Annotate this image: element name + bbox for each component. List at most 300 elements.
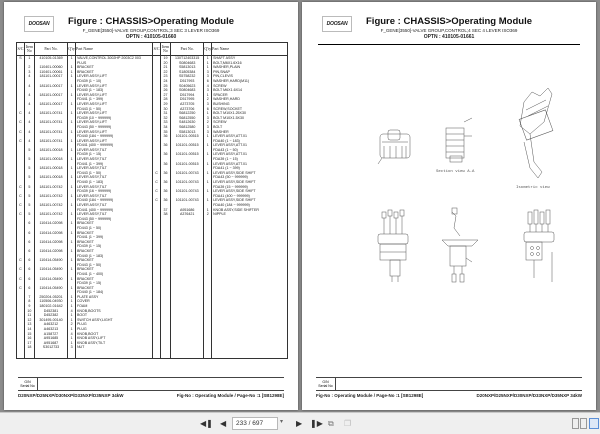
cell-name: FD443 (50 ~ 999999) (75, 125, 152, 130)
cell-item: 17 (24, 341, 34, 346)
cell-name: WASHER,PLAIN (212, 65, 288, 70)
fig-page-no: Fig-No : Operating Module / Page-No :1 [SB1298E] (316, 393, 424, 398)
cell-qty: 1 (68, 341, 76, 346)
page-footer (18, 377, 284, 398)
col-qty-2: Q'ty (204, 43, 212, 56)
cell-name: FD440 (1 ~ 183) (75, 254, 152, 259)
cell-name: LEVER ASSY,TILT (75, 175, 152, 180)
cell-pn: S6812580 (170, 125, 203, 130)
cell-name: BRACKET (75, 277, 152, 282)
cell-name: COVER (75, 299, 152, 304)
cell-pn: 101101-00743 (170, 171, 203, 176)
cell-pn: 101101-00515 (170, 143, 203, 148)
cell-name: LEVER ASSY,ATT.01 (212, 152, 288, 157)
copy-pages-icon[interactable]: ⧉ (328, 419, 334, 428)
cell-item: 36 (161, 152, 171, 157)
serial-box (18, 377, 284, 391)
cell-item: 34 (161, 125, 171, 130)
cell-qty: 3 (204, 88, 212, 93)
cell-name: BRACKET (75, 70, 152, 75)
cell-qty: 1 (68, 240, 76, 245)
cell-name: KNOB,BOOT (75, 332, 152, 337)
last-page-button[interactable]: ❚▶ (310, 419, 323, 428)
cell-name: WASHER (212, 130, 288, 135)
cell-sc: C (17, 185, 25, 190)
two-page-view-button[interactable] (589, 418, 599, 429)
cell-name: BRACKET (75, 240, 152, 245)
cell-sc: C (153, 198, 161, 203)
fig-page-no: Fig-No : Operating Module / Page-No :1 [SB1298E] (176, 393, 284, 398)
cell-name: FD443 (50 ~ 999999) (75, 217, 152, 222)
cell-item: 10 (24, 309, 34, 314)
cell-name: SHAFT ASSY (212, 56, 288, 61)
cell-name: SCREW (212, 84, 288, 89)
cell-pn: D452381 (34, 309, 67, 314)
cell-name: LEVER ASSY,SIDE SHIFT (212, 171, 288, 176)
valve-rear-assembly-icon (524, 210, 554, 282)
model-list: D20NXP/D25NXP/D30NXP/D33NXP/D35NXP 34kW (476, 393, 582, 398)
cell-name: BOOT (75, 313, 152, 318)
next-page-button[interactable]: ▶ (296, 419, 303, 428)
section-view-icon (446, 118, 472, 162)
cell-qty: 4 (204, 84, 212, 89)
cell-item: 4 (24, 102, 34, 107)
cell-pn: S0405623 (170, 84, 203, 89)
cell-qty: 1 (68, 185, 76, 190)
cell-qty: 1 (204, 65, 212, 70)
cell-qty: 1 (68, 157, 76, 162)
cell-qty: 1 (68, 93, 76, 98)
cell-item: 6 (24, 267, 34, 272)
cell-pn: 101101-00743 (170, 180, 203, 185)
cell-item: 7 (24, 295, 34, 300)
cell-name: PLUG (75, 322, 152, 327)
cell-item: 3 (24, 70, 34, 75)
cell-name: FDA40 (1 ~ 183) (212, 139, 288, 144)
gn-label: G/N (322, 380, 329, 384)
cell-name: SPACER (212, 93, 288, 98)
page-header (4, 16, 298, 40)
cell-item: 36 (161, 189, 171, 194)
cell-name: VALVE,CONTROL 3002HP 2003C2 003 (75, 56, 152, 61)
cell-item: 22 (161, 70, 171, 75)
cell-name: LEVER ASSY,ATT.01 (212, 134, 288, 139)
serial-label: Serial No (318, 384, 333, 388)
page-footer (316, 377, 582, 398)
cell-item: 4 (24, 130, 34, 135)
cell-pn: S6812550 (170, 116, 203, 121)
cell-name: LEVER ASSY,ATT.01 (212, 162, 288, 167)
valve-top-view-icon (378, 130, 410, 164)
cell-name: FD443 (1 ~ 50) (75, 107, 152, 112)
cell-name: FD443 (1 ~ 50) (75, 171, 152, 176)
cell-pn: D517993 (170, 79, 203, 84)
cell-pn: 110414-02098 (34, 249, 67, 254)
cell-item: 1 (24, 56, 34, 61)
cell-name: BRACKET (75, 286, 152, 291)
cell-pn: D452382 (34, 313, 67, 318)
cell-sc: C (17, 277, 25, 282)
cell-pn: A376421 (170, 212, 203, 217)
cell-pn: S1805384 (170, 70, 203, 75)
cell-pn: 110401-00060 (34, 65, 67, 70)
cell-name: PIN,CLEVIS (212, 74, 288, 79)
cell-qty: 1 (68, 299, 76, 304)
serial-label: Serial No (20, 384, 35, 388)
cell-item: 18 (24, 345, 34, 350)
cell-item: 4 (24, 84, 34, 89)
cell-item: 2 (24, 65, 34, 70)
doosan-logo: DOOSAN (24, 16, 54, 32)
cell-qty: 1 (204, 111, 212, 116)
cell-name: BOLT,M6X1.6X16 (212, 61, 288, 66)
cell-qty: 1 (68, 84, 76, 89)
cell-name: FD440 (184 ~ 999999) (75, 134, 152, 139)
cell-qty: 3 (68, 345, 76, 350)
cell-item: 28 (161, 97, 171, 102)
cell-sc: C (17, 286, 25, 291)
cell-item: 30 (161, 107, 171, 112)
cell-qty: 3 (204, 102, 212, 107)
single-page-view-button[interactable] (572, 418, 579, 429)
page-number-input[interactable]: 233 / 697 (232, 417, 278, 430)
cell-name: FDA40 (184 ~ 999999) (212, 203, 288, 208)
cell-qty: 1 (204, 143, 212, 148)
cell-item: 12 (24, 318, 34, 323)
valve-side-view-icon (442, 208, 478, 282)
cell-name: LEVER ASSY,LIFT (75, 74, 152, 79)
cell-name: LEVER ASSY,TILT (75, 148, 152, 153)
cell-sc: C (17, 258, 25, 263)
cell-item: 26 (161, 88, 171, 93)
cell-name: FD439 (1 ~ 10) (75, 79, 152, 84)
cell-item: 5 (24, 185, 34, 190)
continuous-view-button[interactable] (580, 418, 587, 429)
cell-qty: 1 (68, 65, 76, 70)
cell-name: FOAM (75, 304, 152, 309)
cell-name: LEVER ASSY,SIDE SHIFT (212, 180, 288, 185)
cell-name: FDA39 (15 ~ 999999) (212, 185, 288, 190)
cell-pn: S5813013 (170, 130, 203, 135)
gn-label: G/N (24, 380, 31, 384)
cell-name: PLUS (75, 61, 152, 66)
cell-item: 36 (161, 180, 171, 185)
cell-qty: 1 (68, 70, 76, 75)
cell-name: BRACKET (75, 249, 152, 254)
cell-pn: 410105-01369 (34, 56, 67, 61)
cell-name: LEVER ASSY,LIFT (75, 130, 152, 135)
cell-item: 35 (161, 130, 171, 135)
cell-qty: 1 (68, 56, 76, 61)
table-filler-row (17, 350, 288, 358)
cell-qty: 1 (68, 194, 76, 199)
cell-name: FD443 (1 ~ 50) (75, 263, 152, 268)
cell-item: 4 (24, 74, 34, 79)
cell-pn: 181101-00017 (34, 74, 67, 79)
cell-qty: 2 (204, 212, 212, 217)
cell-pn: 181101-00742 (34, 212, 67, 217)
cell-item: 32 (161, 116, 171, 121)
cell-name: WASHER,HARD (212, 97, 288, 102)
cell-pn: 110414-05490 (34, 277, 67, 282)
cell-name: BUSHING (212, 102, 288, 107)
cell-item: 36 (161, 143, 171, 148)
cell-pn: 101101-00743 (170, 198, 203, 203)
col-part-name: Part Name (75, 43, 152, 56)
cell-name: LEVER ASSY,TILT (75, 185, 152, 190)
left-page (4, 2, 298, 410)
col-item-no: Item No (24, 43, 34, 56)
cell-name: SCREW,SOCKET (212, 107, 288, 112)
cell-qty: 1 (68, 295, 76, 300)
cell-name: PLATE ASSY (75, 295, 152, 300)
cell-qty: 1 (68, 175, 76, 180)
cell-item: 5 (24, 203, 34, 208)
cell-name: BOLT (212, 125, 288, 130)
col-part-name-2: Part Name (212, 43, 288, 56)
cell-name: FD440 (1 ~ 184) (75, 290, 152, 295)
cell-name: KNOB ASSY,TILT (75, 341, 152, 346)
cell-pn: 181101-00741 (34, 111, 67, 116)
cell-name: FD440 (1 ~ 183) (75, 180, 152, 185)
cell-name: KNOB,BOOTS (75, 309, 152, 314)
model-list: D20NXP/D25NXP/D30NXP/D33NXP/D35NXP 34kW (18, 393, 124, 398)
cell-item: 13 (24, 322, 34, 327)
cell-qty: 2 (204, 97, 212, 102)
cell-name: LEVER ASSY,LIFT (75, 120, 152, 125)
cell-name: FD443 (1 ~ 50) (75, 226, 152, 231)
cell-name: NUT (75, 345, 152, 350)
cell-pn: 181101-00741 (34, 139, 67, 144)
cell-item: 8 (24, 299, 34, 304)
cell-item: 6 (24, 221, 34, 226)
cell-qty: 1 (204, 171, 212, 176)
cell-qty: 1 (68, 304, 76, 309)
cell-name: LEVER ASSY,TILT (75, 212, 152, 217)
cell-item: 31 (161, 111, 171, 116)
chevron-down-icon[interactable]: ▾ (280, 419, 284, 425)
cell-sc: C (17, 203, 25, 208)
cell-pn: 301495-00140 (34, 318, 67, 323)
cell-pn: 181101-00741 (34, 120, 67, 125)
cell-pn: D517994 (170, 93, 203, 98)
cell-item: 4 (24, 93, 34, 98)
cell-item: 16 (24, 336, 34, 341)
cell-qty: 1 (68, 327, 76, 332)
cell-name: LEVER ASSY,LIFT (75, 93, 152, 98)
cell-name: KNOB ASSY,LIFT (75, 336, 152, 341)
cell-qty: 3 (204, 74, 212, 79)
cell-item: 27 (161, 93, 171, 98)
cell-pn: 110414-02098 (34, 221, 67, 226)
cell-qty: 1 (68, 212, 76, 217)
cell-name: WASHER,HARD(M11) (212, 79, 288, 84)
cell-pn: 181101-00017 (34, 84, 67, 89)
cell-pn: 101101-00515 (170, 152, 203, 157)
option-number: OPTN : 410105-01661 (423, 34, 475, 40)
header-rule (318, 44, 580, 45)
cell-sc: C (17, 111, 25, 116)
cell-qty: 1 (68, 318, 76, 323)
cell-item: 4 (24, 120, 34, 125)
cell-name: SWITCH ASSY,LIGHT (75, 318, 152, 323)
figure-subtitle: F_GENE[3550]-VALVE GROUP,CONTROL;4 SEC 4 LEVER ISO369 (380, 28, 518, 33)
cell-pn: A373705 (170, 102, 203, 107)
cell-pn: 181101-00018 (34, 148, 67, 153)
cell-pn: 110414-05490 (34, 286, 67, 291)
cell-name: LEVER ASSY,LIFT (75, 111, 152, 116)
cell-pn: 110414-05490 (34, 258, 67, 263)
parts-table (16, 42, 288, 359)
cell-item: 36 (161, 171, 171, 176)
cell-name: FDA43 (1 ~ 50) (212, 148, 288, 153)
cell-name: KNOB ASSY,SIDE SHIFTER (212, 208, 288, 213)
cell-pn: 181101-00741 (34, 130, 67, 135)
col-item-no-2: Item No (161, 43, 171, 56)
cell-qty: 1 (68, 336, 76, 341)
cell-name: FDA41 (1 ~ 399) (212, 166, 288, 171)
cell-qty: 3 (204, 125, 212, 130)
cell-qty: 2 (68, 322, 76, 327)
parts-table-body (17, 56, 288, 359)
cell-pn: A951685 (34, 336, 67, 341)
cell-qty: 6 (204, 107, 212, 112)
cell-name: BRACKET (75, 65, 152, 70)
cell-sc: C (153, 180, 161, 185)
cell-item: 5 (24, 175, 34, 180)
page-header (302, 16, 596, 40)
cell-name: FD441 (400 ~ 999999) (75, 208, 152, 213)
cell-qty: 1 (68, 286, 76, 291)
cell-pn: 181101-00018 (34, 157, 67, 162)
cell-name: FD439 (10 ~ 999999) (75, 116, 152, 121)
cell-item: 29 (161, 102, 171, 107)
col-part-no-2: Part No. (170, 43, 203, 56)
cell-name: FD440 (1 ~ 183) (75, 88, 152, 93)
cell-name: LEVER ASSY,LIFT (75, 102, 152, 107)
cell-qty: 1 (204, 189, 212, 194)
cell-item: 4 (24, 139, 34, 144)
col-qty: Q'ty (68, 43, 76, 56)
cell-name: LEVER ASSY,SIDE SHIFT (212, 189, 288, 194)
cell-name: LEVER ASSY,LIFT (75, 84, 152, 89)
cell-qty: 1 (68, 277, 76, 282)
first-page-button[interactable]: ◀❚ (200, 419, 213, 428)
cell-name: FDA41 (400 ~ 999999) (212, 194, 288, 199)
cell-item: 6 (24, 231, 34, 236)
cell-qty: 1 (68, 203, 76, 208)
cell-qty: 1 (68, 148, 76, 153)
valve-front-assembly-icon (378, 210, 408, 282)
cell-pn: 110506-04930 (34, 299, 67, 304)
cell-pn: A463213 (34, 327, 67, 332)
cell-qty: 3 (204, 130, 212, 135)
col-part-no: Part No. (34, 43, 67, 56)
cell-name: LEVER ASSY,SIDE SHIFT (212, 198, 288, 203)
cell-qty: 1 (68, 221, 76, 226)
section-view-caption: Section view A-A (436, 170, 475, 174)
cell-item: 36 (161, 134, 171, 139)
cell-item: 33 (161, 120, 171, 125)
previous-page-button[interactable]: ◀ (220, 419, 227, 428)
cell-pn: 181101-00742 (34, 194, 67, 199)
cell-qty: 1 (204, 208, 212, 213)
cell-name: FD441 (1 ~ 399) (75, 162, 152, 167)
cell-name: NIPPLE (212, 212, 288, 217)
cell-qty: 1 (204, 198, 212, 203)
cell-name: BOLT M6X1.6X14 (212, 88, 288, 93)
cell-qty: 1 (68, 74, 76, 79)
cell-name: PLUG (75, 327, 152, 332)
cell-qty: 1 (68, 258, 76, 263)
cell-name: BRACKET (75, 221, 152, 226)
cell-name: FD440 (184 ~ 999999) (75, 198, 152, 203)
cell-item: 19 (161, 56, 171, 61)
serial-box (316, 377, 582, 391)
cell-qty: 1 (68, 139, 76, 144)
cell-item: 6 (24, 277, 34, 282)
cell-name: BRACKET (75, 267, 152, 272)
cell-sc: C (17, 194, 25, 199)
right-page (302, 2, 596, 410)
cell-name: FDA39 (1 ~ 15) (212, 157, 288, 162)
cell-pn: 110414-02098 (34, 240, 67, 245)
cell-qty: 2 (204, 120, 212, 125)
cell-pn: A951687 (34, 341, 67, 346)
cell-pn: A463212 (34, 322, 67, 327)
cell-name: BRACKET (75, 231, 152, 236)
cell-item: 4 (24, 111, 34, 116)
col-sc: S/C (17, 43, 25, 56)
cell-item: 5 (24, 166, 34, 171)
cell-qty: 1 (204, 162, 212, 167)
cell-pn: 181101-00017 (34, 93, 67, 98)
cell-item: 6 (24, 258, 34, 263)
cell-name: FD439 (1 ~ 15) (75, 281, 152, 286)
cell-qty: 1 (68, 111, 76, 116)
cell-pn: 101101-00743 (170, 189, 203, 194)
fit-page-icon[interactable]: ❐ (344, 419, 352, 428)
cell-name: FD441 (1 ~ 399) (75, 97, 152, 102)
cell-qty: 1 (68, 249, 76, 254)
cell-qty: 1 (204, 56, 212, 61)
cell-sc: C (153, 171, 161, 176)
cell-name: BRACKET (75, 258, 152, 263)
cell-pn: 181101-00018 (34, 175, 67, 180)
cell-sc: C (17, 139, 25, 144)
cell-qty: 3 (204, 116, 212, 121)
cell-name: FD441 (1 ~ 399) (75, 235, 152, 240)
cell-qty: 4 (68, 332, 76, 337)
cell-pn: A373706 (170, 107, 203, 112)
cell-qty: 1 (68, 267, 76, 272)
cell-name: LEVER ASSY,ATT.01 (212, 143, 288, 148)
cell-name: LEVER ASSY,TILT (75, 194, 152, 199)
cell-pn: 101101-00515 (170, 134, 203, 139)
cell-pn: 101101-00515 (170, 162, 203, 167)
cell-pn: S0804683 (170, 61, 203, 66)
cell-item: 23 (161, 74, 171, 79)
cell-qty: 4 (68, 309, 76, 314)
cell-pn: 250204-05201 (34, 295, 67, 300)
cell-item: 6 (24, 240, 34, 245)
cell-pn: 181101-00742 (34, 185, 67, 190)
cell-pn: 110414-02098 (34, 231, 67, 236)
isometric-view-icon (519, 88, 553, 178)
cell-qty: 1 (68, 313, 76, 318)
cell-qty: 1 (204, 93, 212, 98)
cell-pn: 181101-00017 (34, 102, 67, 107)
